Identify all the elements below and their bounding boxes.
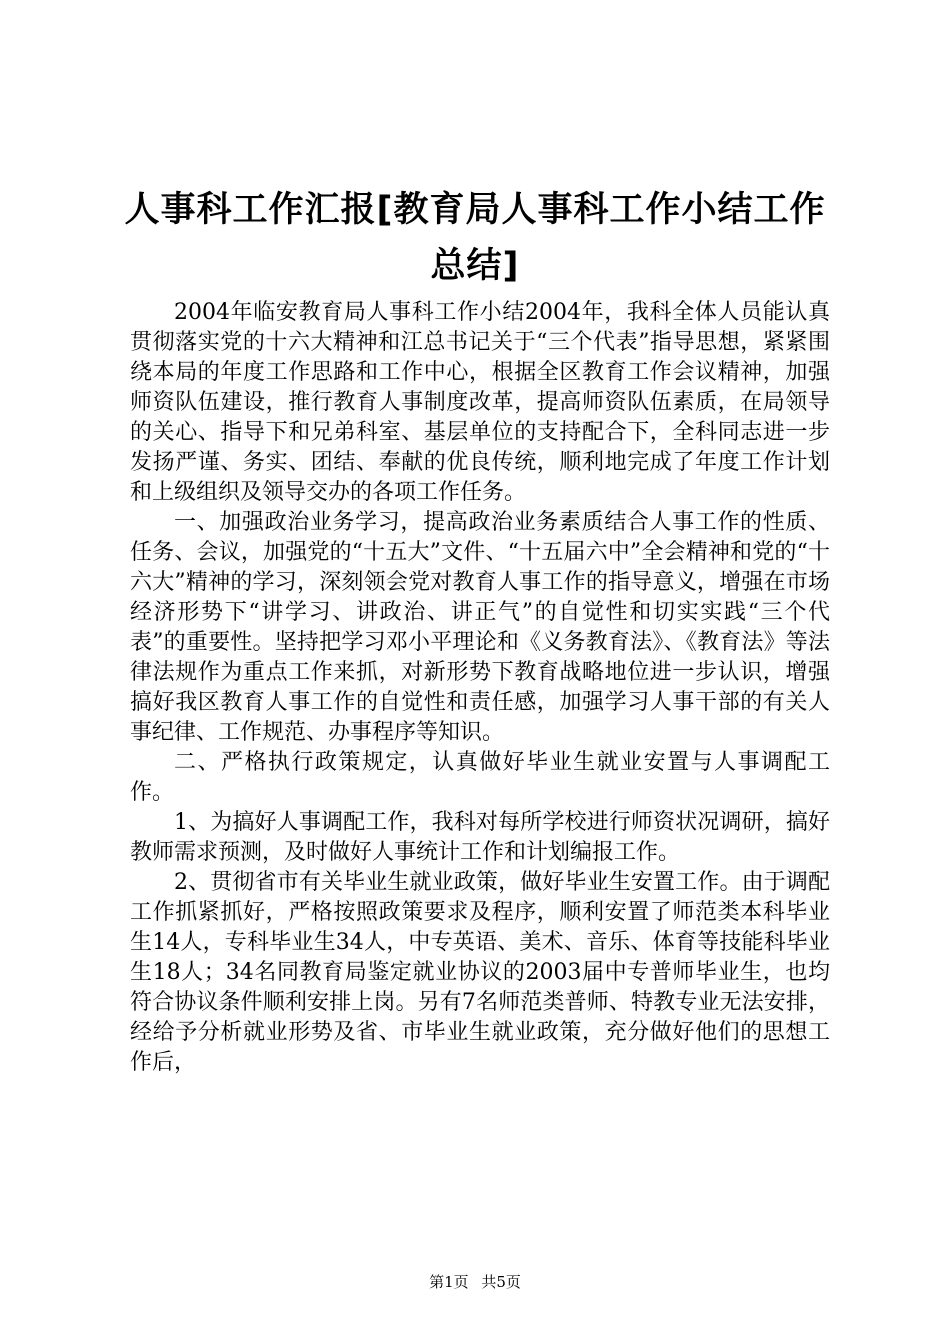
title-line-2: 总结] (430, 246, 520, 286)
page-number: 第1页 (429, 1273, 469, 1291)
page-total: 共5页 (481, 1273, 521, 1291)
paragraph-section-2: 二、严格执行政策规定，认真做好毕业生就业安置与人事调配工作。 (130, 750, 830, 805)
paragraph-section-1: 一、加强政治业务学习，提高政治业务素质结合人事工作的性质、任务、会议，加强党的“十五大”文件、“十五届六中”全会精神和党的“十六大”精神的学习，深刻领会党对教育人事工作的指导意义，增强在市场经济形势下“讲学习、讲政治、讲正气”的自觉性和切实实践“三个代表”的重要性。坚持把学习邓小平理论和《义务教育法》、《教育法》等法律法规作为重点工作来抓，对新形势下教育战略地位进一步认识，增强搞好我区教育人事工作的自觉性和责任感，加强学习人事干部的有关人事纪律、工作规范、办事程序等知识。 (130, 510, 830, 745)
document-title (110, 182, 840, 294)
title-line-1: 人事科工作汇报[教育局人事科工作小结工作 (124, 190, 826, 230)
paragraph-item-2: 2、贯彻省市有关毕业生就业政策，做好毕业生安置工作。由于调配工作抓紧抓好，严格按照政策要求及程序，顺利安置了师范类本科毕业生14人，专科毕业生34人，中专英语、美术、音乐、体育等技能科毕业生18人；34名同教育局鉴定就业协议的2003届中专普师毕业生，也均符合协议条件顺利安排上岗。另有7名师范类普师、特教专业无法安排，经给予分析就业形势及省、市毕业生就业政策，充分做好他们的思想工作后， (130, 870, 830, 1075)
paragraph-item-1: 1、为搞好人事调配工作，我科对每所学校进行师资状况调研，搞好教师需求预测，及时做好人事统计工作和计划编报工作。 (130, 810, 830, 865)
page-footer (0, 1272, 950, 1292)
paragraph-intro: 2004年临安教育局人事科工作小结2004年，我科全体人员能认真贯彻落实党的十六大精神和江总书记关于“三个代表”指导思想，紧紧围绕本局的年度工作思路和工作中心，根据全区教育工作会议精神，加强师资队伍建设，推行教育人事制度改革，提高师资队伍素质，在局领导的关心、指导下和兄弟科室、基层单位的支持配合下，全科同志进一步发扬严谨、务实、团结、奉献的优良传统，顺利地完成了年度工作计划和上级组织及领导交办的各项工作任务。 (130, 300, 830, 505)
document-body (130, 298, 830, 1078)
